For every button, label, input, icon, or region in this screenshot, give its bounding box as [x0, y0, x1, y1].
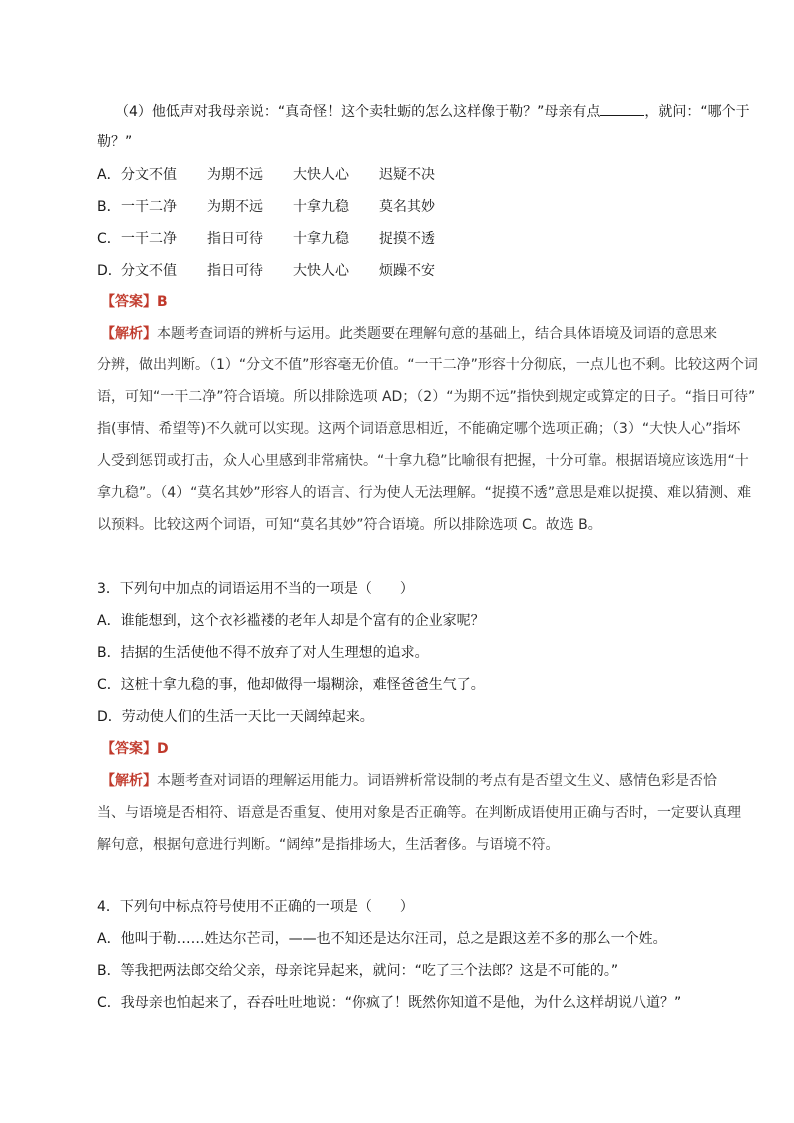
question-stem	[115, 102, 750, 121]
option-a: A．他叫于勒……姓达尔芒司，——也不知还是达尔汪司，总之是跟这差不多的那么一个姓。	[97, 931, 667, 947]
option-b: B．一干二净 为期不远 十拿九稳 莫名其妙	[97, 199, 435, 215]
analysis-line: 以预料。比较这两个词语，可知“莫名其妙”符合语境。所以排除选项 C。故选 B。	[97, 517, 602, 533]
option-c: C．我母亲也怕起来了，吞吞吐吐地说：“你疯了！既然你知道不是他，为什么这样胡说八道？”	[97, 995, 682, 1011]
analysis-tag: 【解析】	[101, 326, 157, 342]
answer-line	[101, 740, 169, 758]
analysis-line: 人受到惩罚或打击，众人心里感到非常痛快。“十拿九稳”比喻很有把握，十分可靠。根据语境应该选用“十	[97, 453, 749, 469]
stem-text: （4）他低声对我母亲说：“真奇怪！这个卖牡蛎的怎么这样像于勒？”母亲有点	[115, 104, 601, 120]
analysis-line: 拿九稳”。（4）“莫名其妙”形容人的语言、行为使人无法理解。“捉摸不透”意思是难以捉摸、难以猜测、难	[97, 485, 752, 501]
option-a: A．分文不值 为期不远 大快人心 迟疑不决	[97, 167, 435, 183]
option-b: B．拮据的生活使他不得不放弃了对人生理想的追求。	[97, 645, 429, 661]
option-d: D．分文不值 指日可待 大快人心 烦躁不安	[97, 263, 435, 279]
stem-text: ，就问：“哪个于	[644, 104, 750, 120]
answer-tag: 【答案】	[101, 294, 157, 310]
answer-blank	[600, 102, 644, 116]
option-c: C．这桩十拿九稳的事，他却做得一塌糊涂，难怪爸爸生气了。	[97, 677, 485, 693]
analysis-line: 解句意，根据句意进行判断。“阔绰”是指排场大，生活奢侈。与语境不符。	[97, 837, 560, 853]
answer-value: B	[157, 294, 168, 310]
option-c: C．一干二净 指日可待 十拿九稳 捉摸不透	[97, 231, 435, 247]
analysis-line: 指(事情、希望等)不久就可以实现。这两个词语意思相近，不能确定哪个选项正确；（3）“大快人心”指坏	[97, 421, 741, 437]
answer-tag: 【答案】	[101, 741, 157, 757]
analysis-line: 当、与语境是否相符、语意是否重复、使用对象是否正确等。在判断成语使用正确与否时，一定要认真理	[97, 805, 741, 821]
question-4-stem: 4．下列句中标点符号使用不正确的一项是（ ）	[97, 899, 414, 915]
analysis-tag: 【解析】	[101, 773, 157, 789]
answer-value: D	[157, 741, 169, 757]
analysis-line: 【解析】本题考查词语的辨析与运用。此类题要在理解句意的基础上，结合具体语境及词语的意思来	[101, 326, 717, 342]
answer-line	[101, 293, 168, 311]
analysis-line: 分辨，做出判断。（1）“分文不值”形容毫无价值。“一干二净”形容十分彻底，一点儿也不剩。比较这两个词	[97, 357, 758, 373]
option-a: A．谁能想到，这个衣衫褴褛的老年人却是个富有的企业家呢？	[97, 613, 485, 629]
analysis-line: 语，可知“一干二净”符合语境。所以排除选项 AD；（2）“为期不远”指快到规定或算定的日子。“指日可待”	[97, 389, 756, 405]
question-stem-cont: 勒？”	[97, 134, 133, 150]
option-b: B．等我把两法郎交给父亲，母亲诧异起来，就问：“吃了三个法郎？这是不可能的。”	[97, 963, 619, 979]
analysis-line: 【解析】本题考查对词语的理解运用能力。词语辨析常设制的考点有是否望文生义、感情色彩是否恰	[101, 773, 717, 789]
question-3-stem: 3．下列句中加点的词语运用不当的一项是（ ）	[97, 581, 414, 597]
option-d: D．劳动使人们的生活一天比一天阔绰起来。	[97, 709, 374, 725]
